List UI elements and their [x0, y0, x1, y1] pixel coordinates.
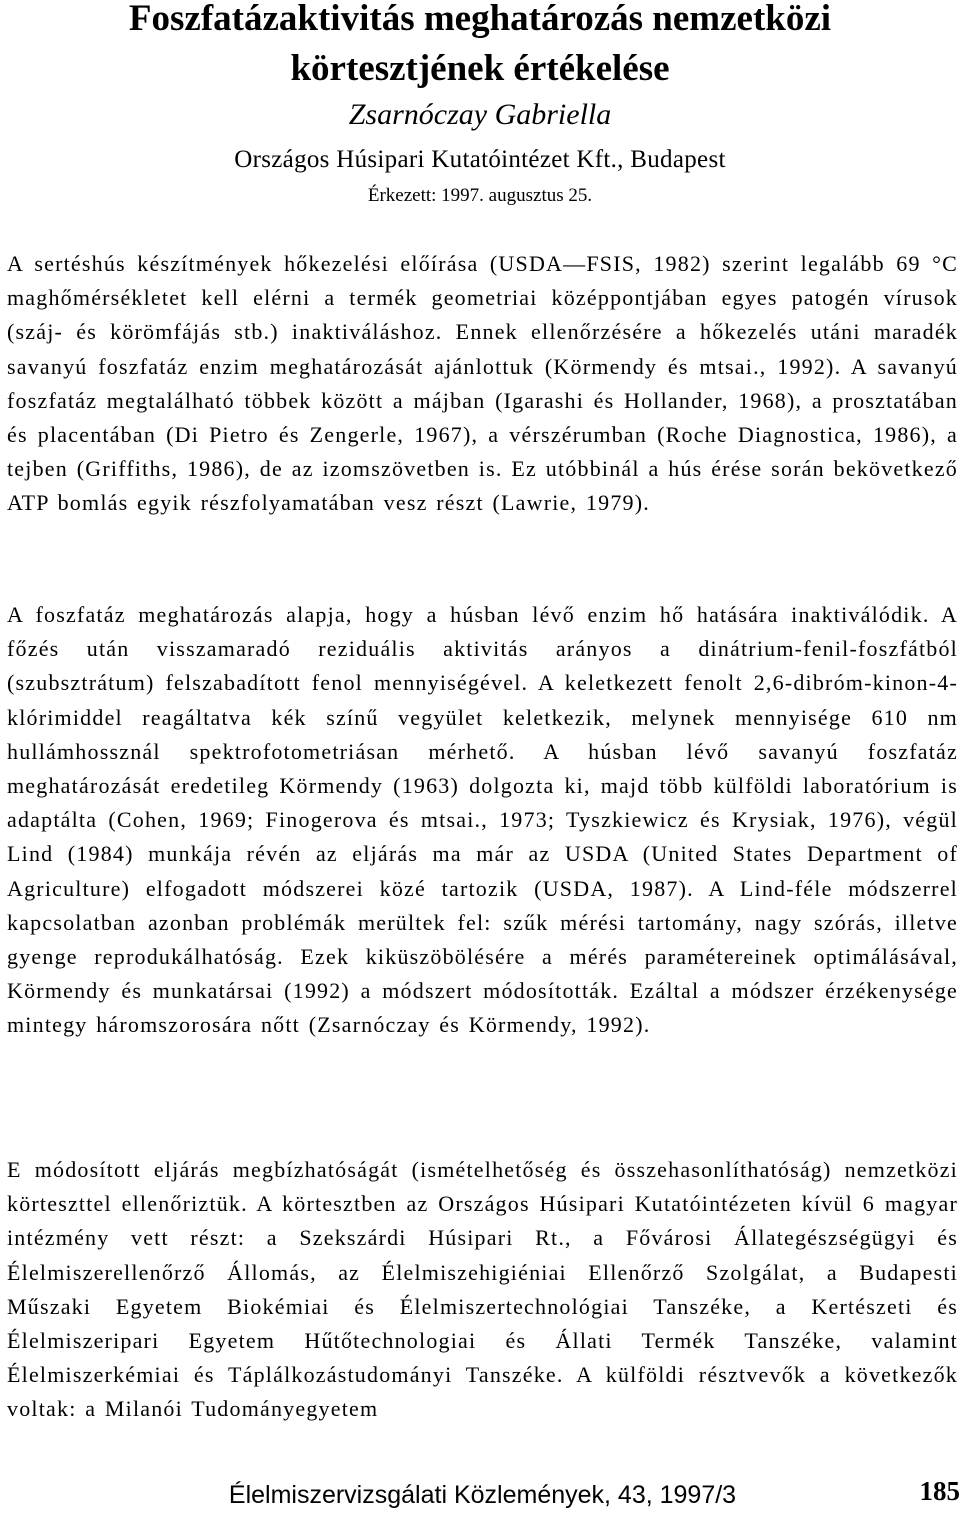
- body-paragraph-1: A sertéshús készítmények hőkezelési előírása (USDA—FSIS, 1982) szerint legalább 69 °C maghőmérsékletet kell elérni a termék geometriai középpontjában egyes patogén vírusok (száj- és körömfájás stb.) inaktiváláshoz. Ennek ellenőrzésére a hőkezelés utáni maradék savanyú foszfatáz enzim meghatározását ajánlottuk (Körmendy és mtsai., 1992). A savanyú foszfatáz megtalálható többek között a májban (Igarashi és Hollander, 1968), a prosztatában és placentában (Di Pietro és Zengerle, 1967), a vérszérumban (Roche Diagnostica, 1986), a tejben (Griffiths, 1986), de az izomszövetben is. Ez utóbbinál a hús érése során bekövetkező ATP bomlás egyik részfolyamatában vesz részt (Lawrie, 1979).: [7, 251, 958, 516]
- received-date: Érkezett: 1997. augusztus 25.: [367, 185, 593, 206]
- title-line-2: körtesztjének értékelése: [290, 48, 670, 89]
- author-name: Zsarnóczay Gabriella: [348, 98, 612, 131]
- page-number: 185: [919, 1476, 960, 1506]
- body-paragraph-3: E módosított eljárás megbízhatóságát (ismételhetőség és összehasonlíthatóság) nemzetközi körteszttel ellenőriztük. A körtesztben az Országos Húsipari Kutatóintézeten kívül 6 magyar intézmény vett részt: a Szekszárdi Húsipari Rt., a Fővárosi Állategészségügyi és Élelmiszerellenőrző Állomás, az Élelmiszehigiéniai Ellenőrző Szolgálat, a Budapesti Műszaki Egyetem Biokémiai és Élelmiszertechnológiai Tanszéke, a Kertészeti és Élelmiszeripari Egyetem Hűtőtechnologiai és Állati Termék Tanszéke, valamint Élelmiszerkémiai és Táplálkozástudományi Tanszéke. A külföldi résztvevők a következők voltak: a Milanói Tudományegyetem: [7, 1157, 958, 1422]
- affiliation: Országos Húsipari Kutatóintézet Kft., Budapest: [234, 146, 726, 173]
- title-line-1: Foszfatázaktivitás meghatározás nemzetközi: [128, 0, 832, 39]
- body-paragraph-2: A foszfatáz meghatározás alapja, hogy a húsban lévő enzim hő hatására inaktiválódik. A főzés után visszamaradó reziduális aktivitás arányos a dinátrium-fenil-foszfátból (szubsztrátum) felszabadított fenol mennyiségével. A keletkezett fenolt 2,6-dibróm-kinon-4-klórimiddel reagáltatva kék színű vegyület keletkezik, melynek mennyisége 610 nm hullámhossznál spektrofotometriásan mérhető. A húsban lévő savanyú foszfatáz meghatározását eredetileg Körmendy (1963) dolgozta ki, majd több külföldi laboratórium is adaptálta (Cohen, 1969; Finogerova és mtsai., 1973; Tyszkiewicz és Krysiak, 1976), végül Lind (1984) munkája révén az eljárás ma már az USDA (United States Department of Agriculture) elfogadott módszerei közé tartozik (USDA, 1987). A Lind-féle módszerrel kapcsolatban azonban problémák merültek fel: szűk mérési tartomány, nagy szórás, illetve gyenge reprodukálhatóság. Ezek kiküszöbölésére a mérés paramétereinek optimálásával, Körmendy és munkatársai (1992) a módszert módosították. Ezáltal a módszer érzékenysége mintegy háromszorosára nőtt (Zsarnóczay és Körmendy, 1992).: [7, 602, 958, 1038]
- journal-citation: Élelmiszervizsgálati Közlemények, 43, 1997/3: [228, 1481, 737, 1509]
